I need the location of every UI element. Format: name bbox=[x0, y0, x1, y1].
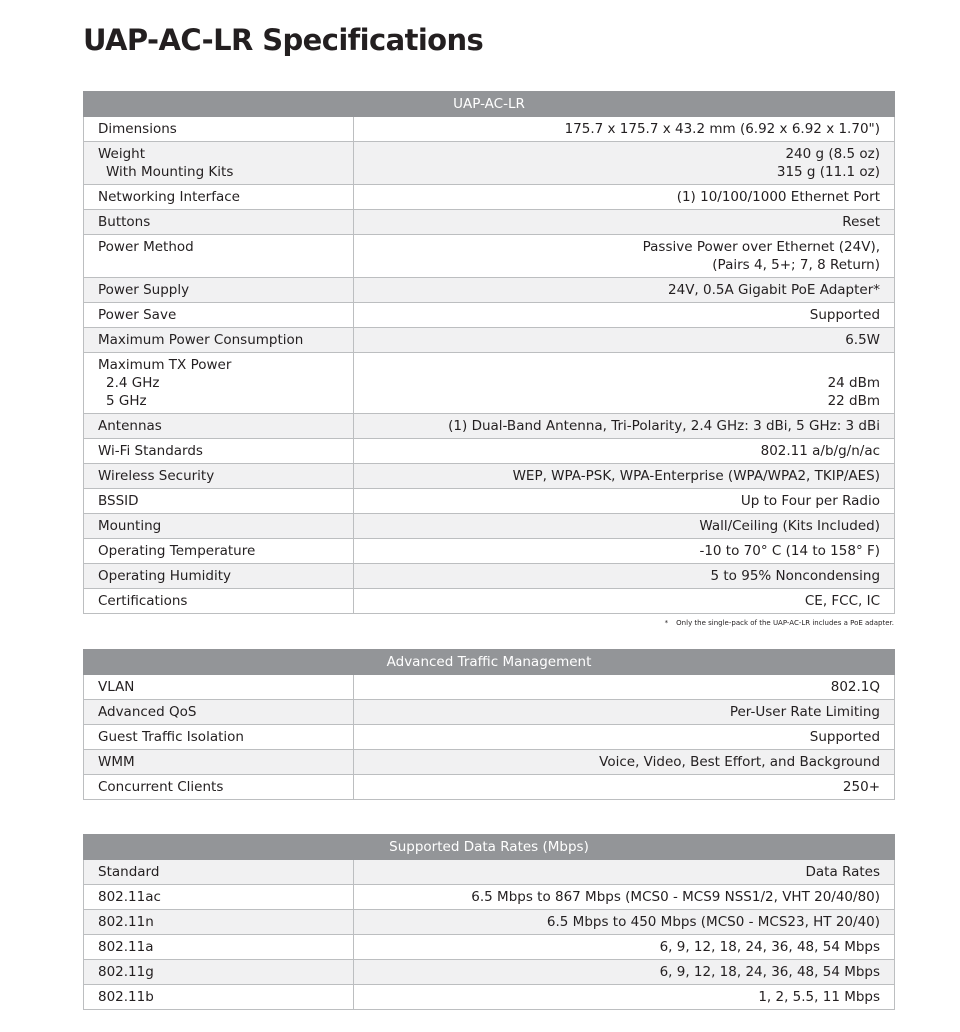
spec-row-certifications bbox=[84, 589, 895, 614]
spec-value: 6, 9, 12, 18, 24, 36, 48, 54 Mbps bbox=[354, 935, 895, 960]
spec-value: 6, 9, 12, 18, 24, 36, 48, 54 Mbps bbox=[354, 960, 895, 985]
data-rates-table-header: Supported Data Rates (Mbps) bbox=[84, 835, 895, 860]
power-method-line-2: (Pairs 4, 5+; 7, 8 Return) bbox=[712, 257, 881, 273]
spec-value: Supported bbox=[354, 303, 895, 328]
spec-value: Supported bbox=[354, 725, 895, 750]
spec-label: Antennas bbox=[84, 414, 354, 439]
spec-label: VLAN bbox=[84, 675, 354, 700]
spec-row-weight bbox=[84, 142, 895, 185]
spec-label bbox=[84, 353, 354, 414]
spec-label: Certifications bbox=[84, 589, 354, 614]
spec-value: 24V, 0.5A Gigabit PoE Adapter* bbox=[354, 278, 895, 303]
spec-value: Voice, Video, Best Effort, and Background bbox=[354, 750, 895, 775]
spec-label: Maximum Power Consumption bbox=[84, 328, 354, 353]
spec-value bbox=[354, 142, 895, 185]
spec-value: Wall/Ceiling (Kits Included) bbox=[354, 514, 895, 539]
spec-row-mounting bbox=[84, 514, 895, 539]
spec-row-power-method bbox=[84, 235, 895, 278]
spec-label: 802.11a bbox=[84, 935, 354, 960]
traffic-row-wmm bbox=[84, 750, 895, 775]
spec-label: Networking Interface bbox=[84, 185, 354, 210]
spec-value: Reset bbox=[354, 210, 895, 235]
spec-value: 250+ bbox=[354, 775, 895, 800]
spec-label: Operating Humidity bbox=[84, 564, 354, 589]
traffic-row-guest-isolation bbox=[84, 725, 895, 750]
table-header-row bbox=[84, 835, 895, 860]
traffic-management-table bbox=[83, 649, 895, 800]
spec-row-max-power-consumption bbox=[84, 328, 895, 353]
table-header-row bbox=[84, 650, 895, 675]
spec-label: Power Supply bbox=[84, 278, 354, 303]
spec-label: 802.11g bbox=[84, 960, 354, 985]
rate-row-80211n bbox=[84, 910, 895, 935]
spec-value: 175.7 x 175.7 x 43.2 mm (6.92 x 6.92 x 1.70") bbox=[354, 117, 895, 142]
weight-mounting-kits-value: 315 g (11.1 oz) bbox=[776, 164, 881, 180]
spec-value: (1) 10/100/1000 Ethernet Port bbox=[354, 185, 895, 210]
tx-power-24ghz-value: 24 dBm bbox=[827, 375, 881, 391]
spec-value: 802.1Q bbox=[354, 675, 895, 700]
spec-row-networking-interface bbox=[84, 185, 895, 210]
spec-value bbox=[354, 235, 895, 278]
max-tx-power-label: Maximum TX Power bbox=[98, 357, 232, 373]
spec-row-dimensions bbox=[84, 117, 895, 142]
spec-value: 6.5 Mbps to 450 Mbps (MCS0 - MCS23, HT 20/40) bbox=[354, 910, 895, 935]
footnote-marker: * bbox=[664, 619, 669, 627]
spec-label: 802.11n bbox=[84, 910, 354, 935]
poe-adapter-footnote bbox=[83, 619, 894, 627]
spec-label: Guest Traffic Isolation bbox=[84, 725, 354, 750]
spec-row-bssid bbox=[84, 489, 895, 514]
spec-row-wireless-security bbox=[84, 464, 895, 489]
weight-label: Weight bbox=[98, 146, 146, 162]
spec-label: 802.11b bbox=[84, 985, 354, 1010]
tx-power-24ghz-label: 2.4 GHz bbox=[106, 375, 160, 391]
data-rates-column-header-row bbox=[84, 860, 895, 885]
footnote-text: Only the single-pack of the UAP-AC-LR includes a PoE adapter. bbox=[676, 619, 894, 627]
spec-label: Power Method bbox=[84, 235, 354, 278]
power-method-line-1: Passive Power over Ethernet (24V), bbox=[642, 239, 881, 255]
spec-value: (1) Dual-Band Antenna, Tri-Polarity, 2.4 GHz: 3 dBi, 5 GHz: 3 dBi bbox=[354, 414, 895, 439]
spec-row-wifi-standards bbox=[84, 439, 895, 464]
spec-value: Per-User Rate Limiting bbox=[354, 700, 895, 725]
spec-label: Concurrent Clients bbox=[84, 775, 354, 800]
data-rates-column-header: Data Rates bbox=[354, 860, 895, 885]
spec-value bbox=[354, 353, 895, 414]
spec-label: WMM bbox=[84, 750, 354, 775]
rate-row-80211a bbox=[84, 935, 895, 960]
spec-row-operating-humidity bbox=[84, 564, 895, 589]
spec-value: 802.11 a/b/g/n/ac bbox=[354, 439, 895, 464]
spec-label: Operating Temperature bbox=[84, 539, 354, 564]
spec-label: Wi-Fi Standards bbox=[84, 439, 354, 464]
traffic-row-concurrent-clients bbox=[84, 775, 895, 800]
spec-label: 802.11ac bbox=[84, 885, 354, 910]
spec-value: -10 to 70° C (14 to 158° F) bbox=[354, 539, 895, 564]
spec-label: Dimensions bbox=[84, 117, 354, 142]
spec-row-operating-temperature bbox=[84, 539, 895, 564]
spec-row-max-tx-power bbox=[84, 353, 895, 414]
spec-label: Wireless Security bbox=[84, 464, 354, 489]
weight-value: 240 g (8.5 oz) bbox=[785, 146, 881, 162]
tx-power-5ghz-value: 22 dBm bbox=[827, 393, 881, 409]
specifications-table bbox=[83, 91, 895, 614]
spec-value: WEP, WPA-PSK, WPA-Enterprise (WPA/WPA2, TKIP/AES) bbox=[354, 464, 895, 489]
spec-value: 6.5W bbox=[354, 328, 895, 353]
tx-power-5ghz-label: 5 GHz bbox=[106, 393, 147, 409]
traffic-row-advanced-qos bbox=[84, 700, 895, 725]
spec-label: Mounting bbox=[84, 514, 354, 539]
spec-value: 5 to 95% Noncondensing bbox=[354, 564, 895, 589]
page-title: UAP-AC-LR Specifications bbox=[83, 23, 484, 57]
spec-label: Power Save bbox=[84, 303, 354, 328]
traffic-row-vlan bbox=[84, 675, 895, 700]
spec-value: 1, 2, 5.5, 11 Mbps bbox=[354, 985, 895, 1010]
traffic-management-table-header: Advanced Traffic Management bbox=[84, 650, 895, 675]
standard-column-header: Standard bbox=[84, 860, 354, 885]
spec-value: Up to Four per Radio bbox=[354, 489, 895, 514]
rate-row-80211b bbox=[84, 985, 895, 1010]
spec-row-power-save bbox=[84, 303, 895, 328]
spec-label: Buttons bbox=[84, 210, 354, 235]
spec-value: CE, FCC, IC bbox=[354, 589, 895, 614]
spec-label: BSSID bbox=[84, 489, 354, 514]
specifications-table-header: UAP-AC-LR bbox=[84, 92, 895, 117]
spec-row-buttons bbox=[84, 210, 895, 235]
spec-row-antennas bbox=[84, 414, 895, 439]
data-rates-table bbox=[83, 834, 895, 1010]
spec-label: Advanced QoS bbox=[84, 700, 354, 725]
rate-row-80211g bbox=[84, 960, 895, 985]
spec-value: 6.5 Mbps to 867 Mbps (MCS0 - MCS9 NSS1/2, VHT 20/40/80) bbox=[354, 885, 895, 910]
weight-mounting-kits-label: With Mounting Kits bbox=[106, 164, 234, 180]
spec-row-power-supply bbox=[84, 278, 895, 303]
table-header-row bbox=[84, 92, 895, 117]
rate-row-80211ac bbox=[84, 885, 895, 910]
spec-label bbox=[84, 142, 354, 185]
